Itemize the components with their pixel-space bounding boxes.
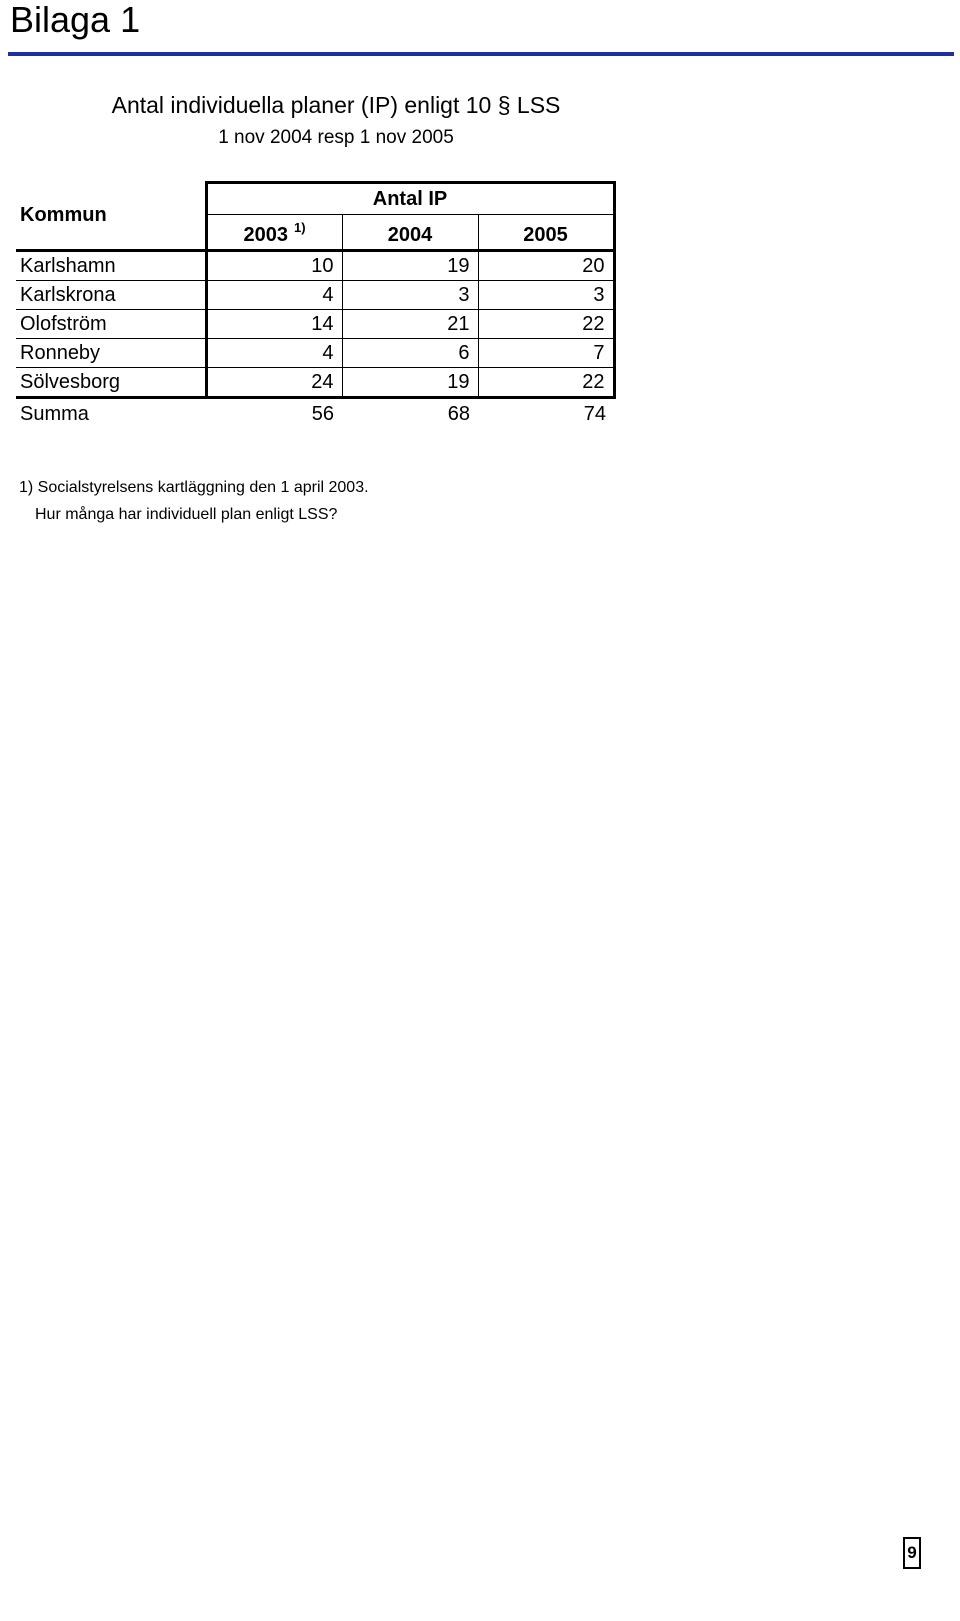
value-2003: 14 [206, 310, 342, 339]
value-2004: 21 [342, 310, 478, 339]
header-year-label: 2005 [523, 224, 568, 246]
header-year-2003 [206, 215, 342, 251]
kommun-name: Karlshamn [16, 251, 206, 281]
value-2004: 6 [342, 339, 478, 368]
table-row [16, 251, 614, 281]
kommun-name: Sölvesborg [16, 368, 206, 398]
page-heading: Bilaga 1 [10, 0, 141, 40]
total-row [16, 398, 614, 430]
value-2004: 19 [342, 251, 478, 281]
header-year-label: 2003 [243, 224, 288, 246]
footnote [19, 474, 369, 528]
table-row [16, 310, 614, 339]
ip-table [16, 181, 616, 429]
kommun-name: Ronneby [16, 339, 206, 368]
kommun-name: Olofström [16, 310, 206, 339]
table-row [16, 339, 614, 368]
header-kommun: Kommun [20, 204, 107, 227]
value-2005: 20 [478, 251, 614, 281]
header-year-2005 [478, 215, 614, 251]
footnote-marker: 1) [293, 220, 306, 235]
value-2003: 4 [206, 281, 342, 310]
table-row [16, 281, 614, 310]
value-2004: 3 [342, 281, 478, 310]
kommun-name: Karlskrona [16, 281, 206, 310]
footnote-line-1: 1) Socialstyrelsens kartläggning den 1 april 2003. [19, 479, 369, 496]
value-2005: 22 [478, 310, 614, 339]
header-year-label: 2004 [387, 224, 433, 246]
document-title: Antal individuella planer (IP) enligt 10 § LSS [111, 92, 561, 118]
total-2003: 56 [311, 402, 334, 425]
table-row [16, 368, 614, 398]
header-antal-ip: Antal IP [206, 183, 614, 215]
total-2005: 74 [583, 402, 606, 425]
document-subtitle: 1 nov 2004 resp 1 nov 2005 [218, 127, 454, 148]
value-2005: 22 [478, 368, 614, 398]
value-2003: 10 [206, 251, 342, 281]
heading-rule [8, 52, 954, 56]
total-label: Summa [20, 402, 89, 425]
page-number: 9 [903, 1537, 921, 1569]
total-2004: 68 [447, 402, 470, 425]
value-2005: 7 [478, 339, 614, 368]
value-2004: 19 [342, 368, 478, 398]
value-2003: 24 [206, 368, 342, 398]
header-year-2004 [342, 215, 478, 251]
value-2003: 4 [206, 339, 342, 368]
value-2005: 3 [478, 281, 614, 310]
footnote-line-2: Hur många har individuell plan enligt LSS? [35, 506, 338, 523]
